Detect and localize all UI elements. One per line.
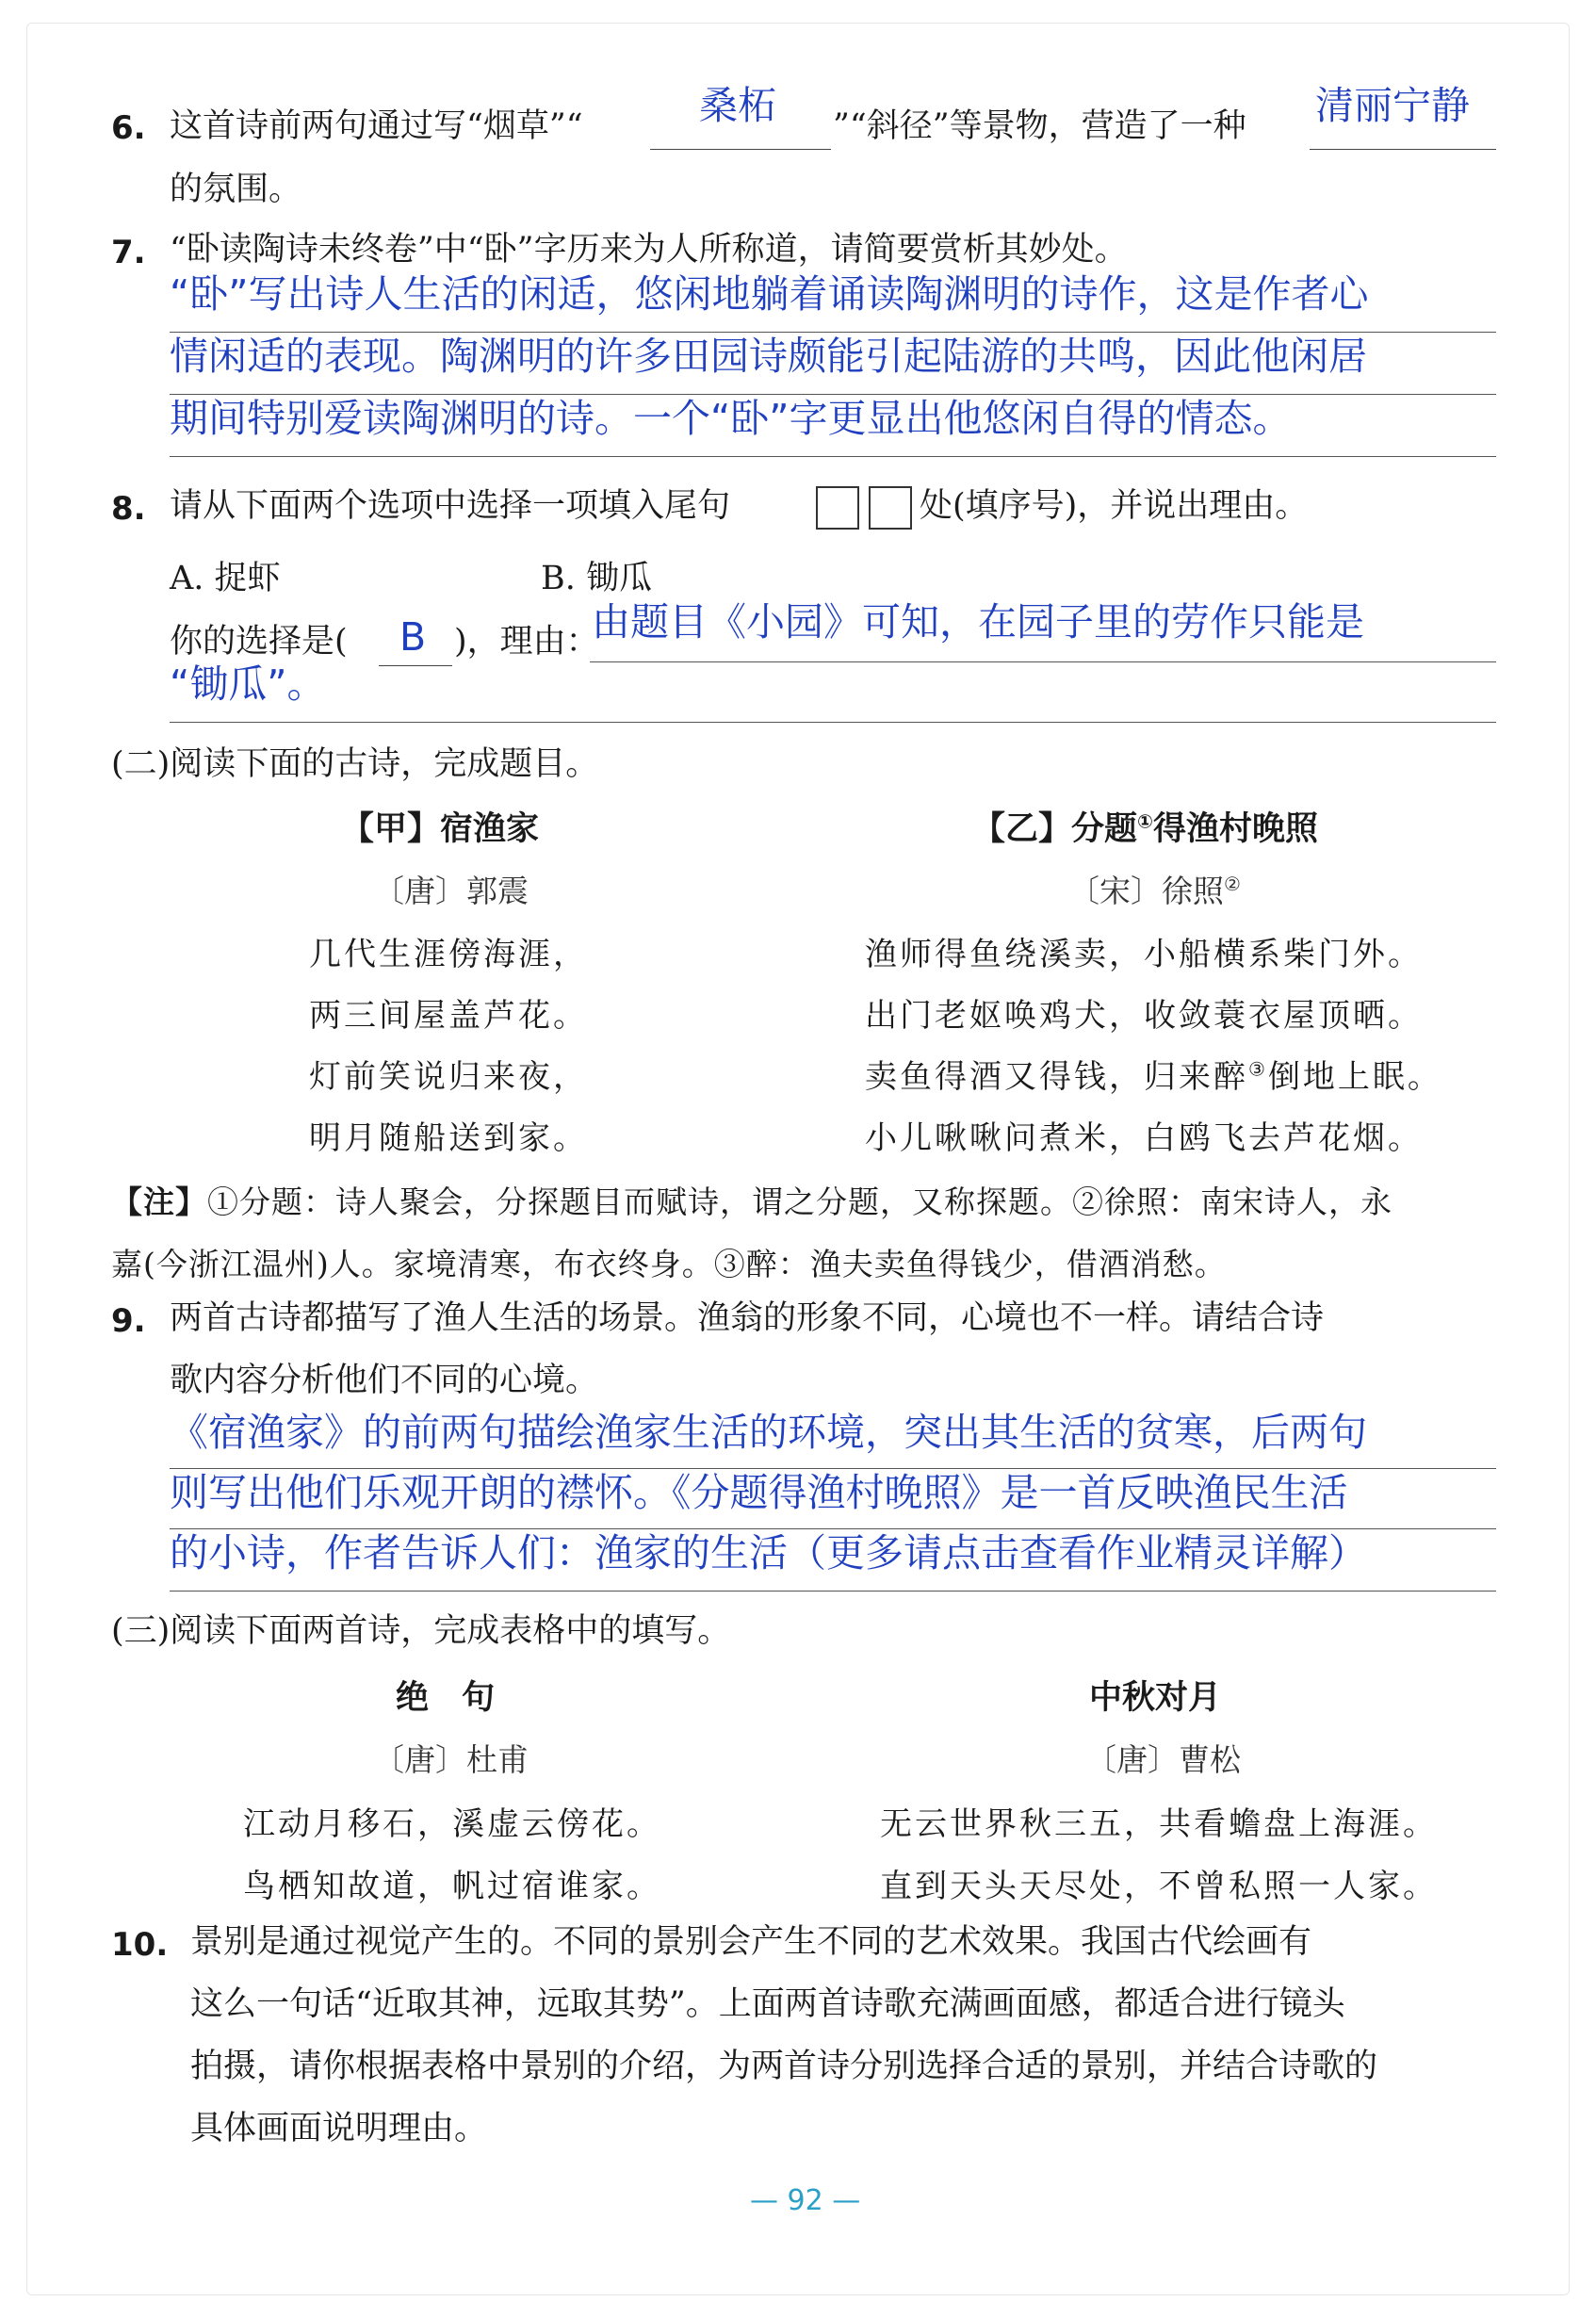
q6-number: 6.: [111, 109, 146, 147]
q10-line-2: 这么一句话“近取其神，远取其势”。上面两首诗歌充满画面感，都适合进行镜头: [190, 1985, 1345, 2023]
q8-reason-line-1: 由题目《小园》可知，在园子里的劳作只能是: [592, 599, 1364, 645]
poem-b-line-2: 出门老妪唤鸡犬，收敛蓑衣屋顶晒。: [865, 997, 1423, 1035]
q6-text-part1: 这首诗前两句通过写“烟草”“: [170, 107, 583, 145]
poem-b-title: 【乙】分题①得渔村晚照: [972, 809, 1318, 848]
poem-d-line-2: 直到天头天尽处，不曾私照一人家。: [880, 1868, 1438, 1905]
poem-c-line-1: 江动月移石，溪虚云傍花。: [243, 1805, 661, 1843]
poem-a-line-4: 明月随船送到家。: [309, 1119, 588, 1157]
q8-number: 8.: [111, 490, 146, 528]
q8-choice-blank-line: [379, 665, 452, 666]
note-line-2: 嘉(今浙江温州)人。家境清寒，布衣终身。③醉：渔夫卖鱼得钱少，借酒消愁。: [111, 1246, 1227, 1282]
q8-option-b: B. 锄瓜: [541, 560, 652, 597]
q8-option-a: A. 捉虾: [170, 560, 281, 597]
note-label: 【注】: [111, 1183, 207, 1220]
q8-reason-rule-2: [170, 722, 1496, 723]
q8-reason-line-2: “锄瓜”。: [170, 661, 326, 707]
poem-a-line-3: 灯前笑说归来夜，: [309, 1058, 588, 1096]
q9-answer-line-2: 则写出他们乐观开朗的襟怀。《分题得渔村晚照》是一首反映渔民生活: [170, 1470, 1348, 1515]
q6-blank2-line: [1310, 149, 1496, 150]
q7-answer-rule-3: [170, 456, 1496, 457]
q8-answer-box-1: [816, 486, 859, 530]
q7-question: “卧读陶诗未终卷”中“卧”字历来为人所称道，请简要赏析其妙处。: [170, 231, 1128, 269]
note-line-1: 【注】①分题：诗人聚会，分探题目而赋诗，谓之分题，又称探题。②徐照：南宋诗人，永: [111, 1183, 1392, 1220]
q8-choice-answer: B: [399, 614, 427, 660]
poem-d-line-1: 无云世界秋三五，共看蟾盘上海涯。: [880, 1805, 1438, 1843]
q9-answer-rule-1: [170, 1468, 1496, 1469]
q9-question-line-2: 歌内容分析他们不同的心境。: [170, 1362, 599, 1399]
q6-blank1-answer: 桑柘: [699, 83, 776, 128]
poem-c-title: 绝 句: [396, 1679, 496, 1717]
q8-choice-suffix: )，理由：: [454, 623, 599, 661]
poem-d-title: 中秋对月: [1089, 1679, 1222, 1717]
poem-a-line-2: 两三间屋盖芦花。: [309, 997, 588, 1035]
q9-number: 9.: [111, 1302, 146, 1340]
section3-heading: (三)阅读下面两首诗，完成表格中的填写。: [111, 1612, 731, 1650]
q7-number: 7.: [111, 234, 146, 271]
q6-text-part2: ”“斜径”等景物，营造了一种: [833, 107, 1246, 145]
poem-a-author: 〔唐〕郭震: [373, 873, 529, 909]
q6-text-part3: 的氛围。: [170, 171, 302, 208]
poem-b-line-1: 渔师得鱼绕溪卖，小船横系柴门外。: [865, 936, 1423, 973]
poem-b-author: 〔宋〕徐照②: [1068, 873, 1241, 909]
q8-choice-prefix: 你的选择是(: [170, 623, 348, 661]
q10-line-1: 景别是通过视觉产生的。不同的景别会产生不同的艺术效果。我国古代绘画有: [190, 1923, 1312, 1961]
q7-answer-rule-2: [170, 394, 1496, 395]
q9-question-line-1: 两首古诗都描写了渔人生活的场景。渔翁的形象不同，心境也不一样。请结合诗: [170, 1299, 1325, 1337]
q9-answer-line-3: 的小诗，作者告诉人们：渔家的生活（更多请点击查看作业精灵详解）: [170, 1530, 1367, 1575]
q9-answer-rule-3: [170, 1591, 1496, 1592]
poem-c-line-2: 鸟栖知故道，帆过宿谁家。: [243, 1868, 661, 1905]
section2-heading: (二)阅读下面的古诗，完成题目。: [111, 745, 599, 783]
poem-a-title: 【甲】宿渔家: [341, 810, 540, 848]
poem-b-line-3: 卖鱼得酒又得钱，归来醉③倒地上眠。: [865, 1057, 1442, 1096]
q6-blank1-line: [650, 149, 831, 150]
poem-c-author: 〔唐〕杜甫: [373, 1741, 529, 1778]
poem-d-author: 〔唐〕曹松: [1085, 1741, 1241, 1778]
q7-answer-line-1: “卧”写出诗人生活的闲适，悠闲地躺着诵读陶渊明的诗作，这是作者心: [170, 271, 1369, 317]
poem-a-line-1: 几代生涯傍海涯，: [309, 936, 588, 973]
q10-number: 10.: [111, 1926, 169, 1964]
q8-question-end: 处(填序号)，并说出理由。: [920, 487, 1309, 525]
q8-answer-box-2: [869, 486, 912, 530]
q7-answer-rule-1: [170, 332, 1496, 333]
q9-answer-line-1: 《宿渔家》的前两句描绘渔家生活的环境，突出其生活的贫寒，后两句: [170, 1410, 1367, 1455]
page-number: — 92 —: [750, 2184, 861, 2217]
q7-answer-line-2: 情闲适的表现。陶渊明的许多田园诗颇能引起陆游的共鸣，因此他闲居: [170, 334, 1367, 379]
q10-line-3: 拍摄，请你根据表格中景别的介绍，为两首诗分别选择合适的景别，并结合诗歌的: [190, 2048, 1378, 2085]
q8-reason-rule-1: [590, 661, 1496, 662]
poem-b-line-4: 小儿啾啾问煮米，白鸥飞去芦花烟。: [865, 1119, 1423, 1157]
q6-blank2-answer: 清丽宁静: [1315, 83, 1470, 128]
q9-answer-rule-2: [170, 1528, 1496, 1529]
q7-answer-line-3: 期间特别爱读陶渊明的诗。一个“卧”字更显出他悠闲自得的情态。: [170, 396, 1292, 441]
q8-question: 请从下面两个选项中选择一项填入尾句: [170, 487, 731, 525]
q10-line-4: 具体画面说明理由。: [190, 2110, 488, 2147]
